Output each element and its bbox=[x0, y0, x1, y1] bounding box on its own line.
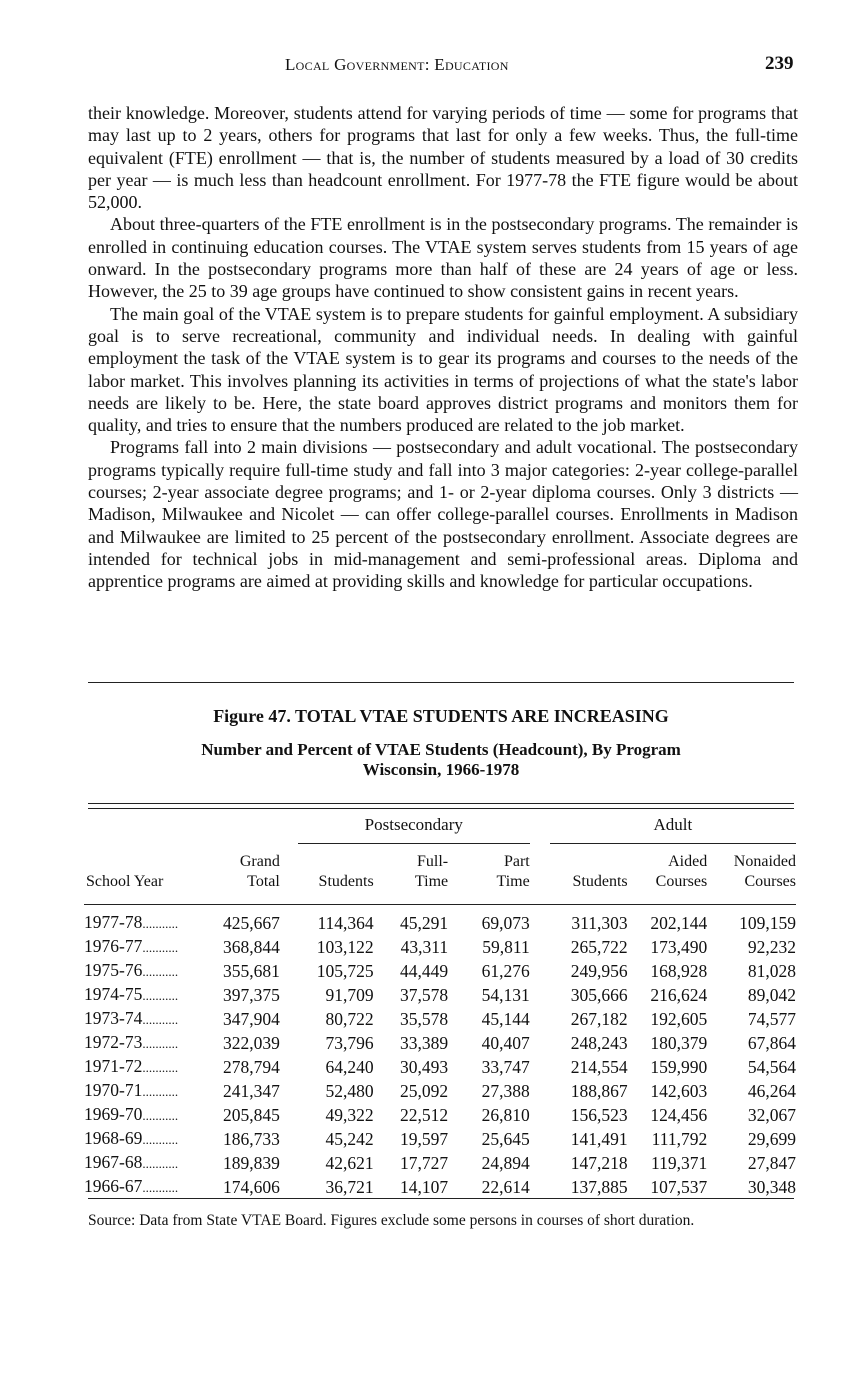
value-cell: 322,039 bbox=[222, 1033, 280, 1053]
school-year: 1968-69 bbox=[84, 1128, 143, 1148]
figure-subtitle-line: Wisconsin, 1966-1978 bbox=[362, 760, 520, 779]
value-cell: 192,605 bbox=[650, 1009, 708, 1029]
divider bbox=[88, 803, 794, 804]
value-cell: 42,621 bbox=[325, 1153, 374, 1173]
column-header-line: Time bbox=[414, 873, 449, 890]
value-cell: 37,578 bbox=[400, 985, 449, 1005]
value-cell: 26,810 bbox=[481, 1105, 530, 1125]
column-header bbox=[374, 852, 448, 892]
divider bbox=[88, 808, 794, 809]
value-cell: 141,491 bbox=[570, 1129, 628, 1149]
value-cell: 189,839 bbox=[222, 1153, 280, 1173]
page-number: 239 bbox=[765, 53, 794, 74]
value-cell: 27,847 bbox=[747, 1153, 796, 1173]
school-year: 1970-71 bbox=[84, 1080, 143, 1100]
value-cell: 397,375 bbox=[222, 985, 280, 1005]
school-year: 1975-76 bbox=[84, 960, 143, 980]
value-cell: 347,904 bbox=[222, 1009, 280, 1029]
paragraph: Programs fall into 2 main divisions — postsecondary and adult vocational. The postsecondary programs typically require full-time study and fall into 3 major categories: 2-year college-parallel courses; 2-year associate degree programs; and 1- or 2-year diploma courses. Only 3 districts — Madison, Milwaukee and Nicolet — can offer college-parallel courses. Enrollments in Madison and Milwaukee are limited to 25 percent of the postsecondary enrollment. Associate degrees are intended for technical jobs in mid-management and semi-professional areas. Diploma and apprentice programs are aimed at providing skills and knowledge for particular occupations. bbox=[88, 437, 798, 592]
paragraph: their knowledge. Moreover, students attend for varying periods of time — some for programs that may last up to 2 years, others for programs that last for only a few weeks. Thus, the full-time equivalent (FTE) enrollment — that is, the number of students measured by a load of 30 credits per year — is much less than headcount enrollment. For 1977-78 the FTE figure would be about 52,000. bbox=[88, 103, 798, 213]
source-note: Source: Data from State VTAE Board. Figures exclude some persons in courses of short duration. bbox=[88, 1212, 695, 1229]
value-cell: 45,242 bbox=[325, 1129, 374, 1149]
table-row bbox=[84, 959, 796, 983]
school-year-cell bbox=[84, 935, 217, 959]
value-cell: 103,122 bbox=[316, 937, 374, 957]
body-text bbox=[88, 102, 798, 593]
column-header bbox=[628, 852, 708, 892]
divider bbox=[88, 682, 794, 683]
value-cell: 35,578 bbox=[400, 1009, 449, 1029]
value-cell: 43,311 bbox=[400, 937, 449, 957]
value-cell: 81,028 bbox=[747, 961, 796, 981]
value-cell: 45,144 bbox=[481, 1009, 530, 1029]
value-cell: 305,666 bbox=[570, 985, 628, 1005]
value-cell: 249,956 bbox=[570, 961, 628, 981]
value-cell: 173,490 bbox=[650, 937, 708, 957]
dot-leader: ........... bbox=[142, 1084, 179, 1099]
school-year: 1969-70 bbox=[84, 1104, 143, 1124]
table-row bbox=[84, 1127, 796, 1151]
value-cell: 30,348 bbox=[747, 1177, 796, 1197]
value-cell: 241,347 bbox=[222, 1081, 280, 1101]
school-year-cell bbox=[84, 1007, 217, 1031]
school-year-cell bbox=[84, 1079, 217, 1103]
value-cell: 59,811 bbox=[482, 937, 530, 957]
value-cell: 33,747 bbox=[481, 1057, 530, 1077]
column-header bbox=[707, 852, 796, 892]
column-header-line: Courses bbox=[655, 873, 708, 890]
value-cell: 114,364 bbox=[317, 913, 374, 933]
paragraph: The main goal of the VTAE system is to prepare students for gainful employment. A subsidiary goal is to serve recreational, community and individual needs. In dealing with gainful employment the task of the VTAE system is to gear its programs and courses to the needs of the labor market. This involves planning its activities in terms of projections of what the state's labor needs are likely to be. Here, the state board approves district programs and monitors them for quality, and tries to ensure that the numbers produced are related to the job market. bbox=[88, 303, 798, 436]
table-row bbox=[84, 1175, 796, 1199]
value-cell: 25,092 bbox=[400, 1081, 449, 1101]
table-row bbox=[84, 1103, 796, 1127]
value-cell: 119,371 bbox=[650, 1153, 708, 1173]
value-cell: 202,144 bbox=[650, 913, 708, 933]
value-cell: 22,614 bbox=[481, 1177, 530, 1197]
school-year-cell bbox=[84, 1031, 217, 1055]
school-year: 1974-75 bbox=[84, 984, 143, 1004]
column-header bbox=[530, 852, 628, 892]
value-cell: 24,894 bbox=[481, 1153, 530, 1173]
value-cell: 205,845 bbox=[222, 1105, 280, 1125]
value-cell: 54,564 bbox=[747, 1057, 796, 1077]
school-year-cell bbox=[84, 959, 217, 983]
enrollment-table bbox=[84, 815, 796, 1199]
value-cell: 32,067 bbox=[747, 1105, 796, 1125]
value-cell: 40,407 bbox=[481, 1033, 530, 1053]
value-cell: 30,493 bbox=[400, 1057, 449, 1077]
divider bbox=[88, 1198, 794, 1199]
value-cell: 49,322 bbox=[325, 1105, 374, 1125]
dot-leader: ........... bbox=[142, 1108, 179, 1123]
dot-leader: ........... bbox=[142, 916, 179, 931]
column-header bbox=[448, 852, 530, 892]
value-cell: 156,523 bbox=[570, 1105, 628, 1125]
dot-leader: ........... bbox=[142, 1060, 179, 1075]
paragraph: About three-quarters of the FTE enrollment is in the postsecondary programs. The remainder is enrolled in continuing education courses. The VTAE system serves students from 15 years of age onward. In the postsecondary programs more than half of these are 24 years of age or less. However, the 25 to 39 age groups have continued to show consistent gains in recent years. bbox=[88, 214, 798, 302]
value-cell: 92,232 bbox=[747, 937, 796, 957]
dot-leader: ........... bbox=[142, 1036, 179, 1051]
table-row bbox=[84, 1055, 796, 1079]
value-cell: 54,131 bbox=[481, 985, 530, 1005]
value-cell: 186,733 bbox=[222, 1129, 280, 1149]
school-year: 1973-74 bbox=[84, 1008, 143, 1028]
value-cell: 33,389 bbox=[400, 1033, 449, 1053]
column-header-line: Courses bbox=[744, 873, 796, 890]
value-cell: 29,699 bbox=[747, 1129, 796, 1149]
value-cell: 159,990 bbox=[650, 1057, 708, 1077]
value-cell: 73,796 bbox=[325, 1033, 374, 1053]
dot-leader: ........... bbox=[142, 1012, 179, 1027]
value-cell: 52,480 bbox=[325, 1081, 374, 1101]
value-cell: 36,721 bbox=[325, 1177, 374, 1197]
value-cell: 25,645 bbox=[481, 1129, 530, 1149]
school-year-cell bbox=[84, 1055, 217, 1079]
value-cell: 265,722 bbox=[570, 937, 628, 957]
column-header bbox=[280, 852, 374, 892]
figure-subtitle bbox=[88, 740, 794, 780]
column-header bbox=[84, 852, 217, 892]
value-cell: 27,388 bbox=[481, 1081, 530, 1101]
value-cell: 137,885 bbox=[570, 1177, 628, 1197]
value-cell: 19,597 bbox=[400, 1129, 449, 1149]
school-year-cell bbox=[84, 1175, 217, 1199]
value-cell: 216,624 bbox=[650, 985, 708, 1005]
table-row bbox=[84, 1079, 796, 1103]
column-header-line: Students bbox=[318, 873, 374, 890]
dot-leader: ........... bbox=[142, 940, 179, 955]
school-year: 1967-68 bbox=[84, 1152, 143, 1172]
value-cell: 425,667 bbox=[222, 913, 280, 933]
table-row bbox=[84, 983, 796, 1007]
value-cell: 69,073 bbox=[481, 913, 530, 933]
table-row bbox=[84, 935, 796, 959]
school-year: 1966-67 bbox=[84, 1176, 143, 1196]
school-year: 1971-72 bbox=[84, 1056, 143, 1076]
value-cell: 368,844 bbox=[222, 937, 280, 957]
value-cell: 111,792 bbox=[651, 1129, 708, 1149]
running-header bbox=[0, 53, 859, 77]
value-cell: 61,276 bbox=[481, 961, 530, 981]
dot-leader: ........... bbox=[142, 1180, 179, 1195]
value-cell: 214,554 bbox=[570, 1057, 628, 1077]
column-header-line: Part bbox=[503, 853, 530, 870]
value-cell: 147,218 bbox=[570, 1153, 628, 1173]
column-header-line: Total bbox=[247, 873, 280, 890]
column-header-line: School Year bbox=[86, 873, 164, 890]
group-adult: Adult bbox=[530, 815, 796, 852]
school-year-cell bbox=[84, 1103, 217, 1127]
value-cell: 22,512 bbox=[400, 1105, 449, 1125]
group-postsecondary: Postsecondary bbox=[280, 815, 530, 852]
value-cell: 278,794 bbox=[222, 1057, 280, 1077]
value-cell: 17,727 bbox=[400, 1153, 449, 1173]
school-year-cell bbox=[84, 1151, 217, 1175]
value-cell: 311,303 bbox=[571, 913, 628, 933]
school-year-cell bbox=[84, 1127, 217, 1151]
value-cell: 188,867 bbox=[570, 1081, 628, 1101]
column-header-row bbox=[84, 852, 796, 892]
dot-leader: ........... bbox=[142, 1156, 179, 1171]
value-cell: 107,537 bbox=[650, 1177, 708, 1197]
value-cell: 14,107 bbox=[400, 1177, 449, 1197]
school-year: 1976-77 bbox=[84, 936, 143, 956]
value-cell: 80,722 bbox=[325, 1009, 374, 1029]
table-row bbox=[84, 911, 796, 935]
running-title: Local Government: Education bbox=[285, 55, 509, 74]
value-cell: 174,606 bbox=[222, 1177, 280, 1197]
school-year: 1977-78 bbox=[84, 912, 143, 932]
column-header-line: Students bbox=[572, 873, 628, 890]
value-cell: 109,159 bbox=[739, 913, 796, 933]
value-cell: 67,864 bbox=[747, 1033, 796, 1053]
table-row bbox=[84, 1151, 796, 1175]
dot-leader: ........... bbox=[142, 964, 179, 979]
value-cell: 124,456 bbox=[650, 1105, 708, 1125]
column-header-line: Nonaided bbox=[733, 853, 796, 870]
school-year: 1972-73 bbox=[84, 1032, 143, 1052]
school-year-cell bbox=[84, 911, 217, 935]
dot-leader: ........... bbox=[142, 1132, 179, 1147]
group-header-row bbox=[84, 815, 796, 852]
school-year-cell bbox=[84, 983, 217, 1007]
dot-leader: ........... bbox=[142, 988, 179, 1003]
value-cell: 46,264 bbox=[747, 1081, 796, 1101]
value-cell: 91,709 bbox=[325, 985, 374, 1005]
value-cell: 74,577 bbox=[747, 1009, 796, 1029]
value-cell: 168,928 bbox=[650, 961, 708, 981]
table-row bbox=[84, 1031, 796, 1055]
value-cell: 142,603 bbox=[650, 1081, 708, 1101]
value-cell: 267,182 bbox=[570, 1009, 628, 1029]
column-header-line: Aided bbox=[668, 853, 708, 870]
value-cell: 105,725 bbox=[316, 961, 374, 981]
value-cell: 355,681 bbox=[222, 961, 280, 981]
value-cell: 248,243 bbox=[570, 1033, 628, 1053]
value-cell: 44,449 bbox=[400, 961, 449, 981]
value-cell: 89,042 bbox=[747, 985, 796, 1005]
column-header-line: Time bbox=[496, 873, 530, 890]
value-cell: 64,240 bbox=[325, 1057, 374, 1077]
value-cell: 180,379 bbox=[650, 1033, 708, 1053]
table-row bbox=[84, 1007, 796, 1031]
figure-subtitle-line: Number and Percent of VTAE Students (Headcount), By Program bbox=[201, 740, 681, 759]
column-header-line: Grand bbox=[239, 853, 280, 870]
figure-title: Figure 47. TOTAL VTAE STUDENTS ARE INCREASING bbox=[213, 706, 669, 726]
column-header-line: Full- bbox=[417, 853, 449, 870]
column-header bbox=[217, 852, 280, 892]
value-cell: 45,291 bbox=[400, 913, 449, 933]
